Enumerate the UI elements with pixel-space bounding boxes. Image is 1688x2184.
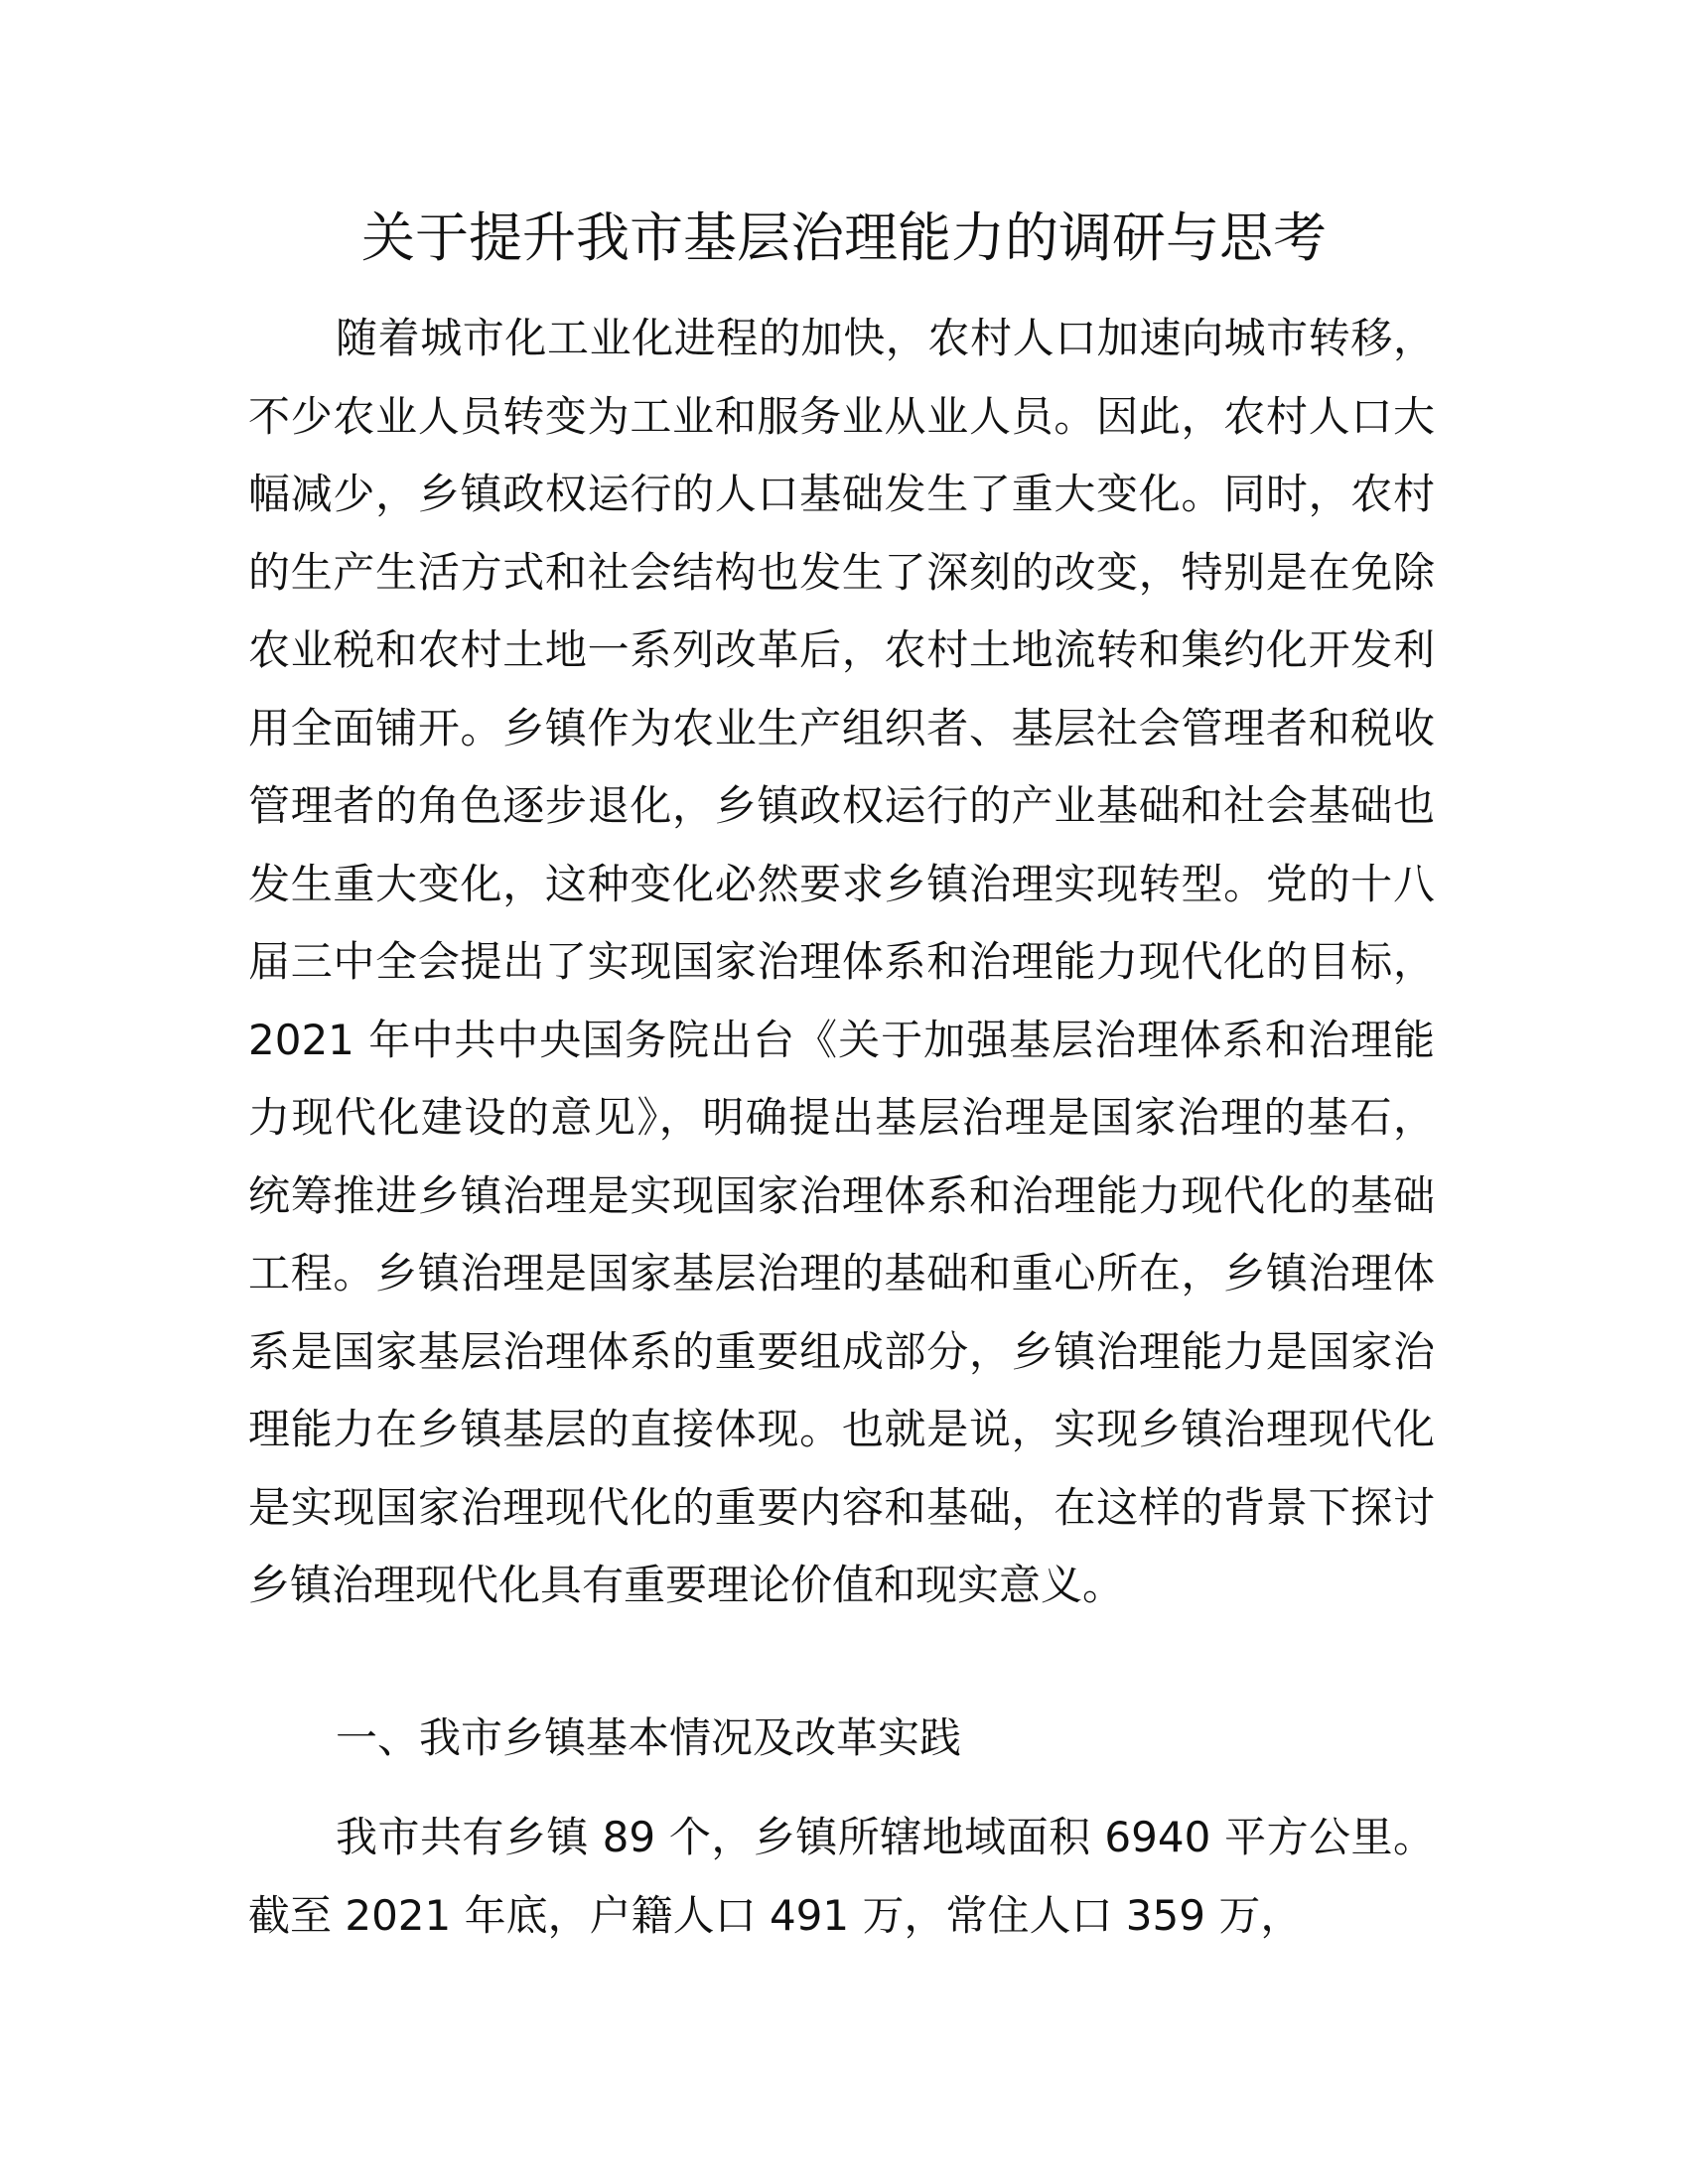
document-title: 关于提升我市基层治理能力的调研与思考 xyxy=(361,206,1327,269)
section-heading-1: 一、我市乡镇基本情况及改革实践 xyxy=(336,1713,962,1762)
paragraph-intro: 随着城市化工业化进程的加快，农村人口加速向城市转移，不少农业人员转变为工业和服务业从业人员。因此，农村人口大幅减少，乡镇政权运行的人口基础发生了重大变化。同时，农村的生产生活方式和社会结构也发生了深刻的改变，特别是在免除农业税和农村土地一系列改革后，农村土地流转和集约化开发利用全面铺开。乡镇作为农业生产组织者、基层社会管理者和税收管理者的角色逐步退化，乡镇政权运行的产业基础和社会基础也发生重大变化，这种变化必然要求乡镇治理实现转型。党的十八届三中全会提出了实现国家治理体系和治理能力现代化的目标，2021 年中共中央国务院出台《关于加强基层治理体系和治理能力现代化建设的意见》，明确提出基层治理是国家治理的基石，统筹推进乡镇治理是实现国家治理体系和治理能力现代化的基础工程。乡镇治理是国家基层治理的基础和重心所在，乡镇治理体系是国家基层治理体系的重要组成部分，乡镇治理能力是国家治理能力在乡镇基层的直接体现。也就是说，实现乡镇治理现代化是实现国家治理现代化的重要内容和基础，在这样的背景下探讨乡镇治理现代化具有重要理论价值和现实意义。 xyxy=(248,314,1435,1609)
paragraph-section-1: 我市共有乡镇 89 个，乡镇所辖地域面积 6940 平方公里。截至 2021 年底，户籍人口 491 万，常住人口 359 万， xyxy=(248,1813,1435,1940)
